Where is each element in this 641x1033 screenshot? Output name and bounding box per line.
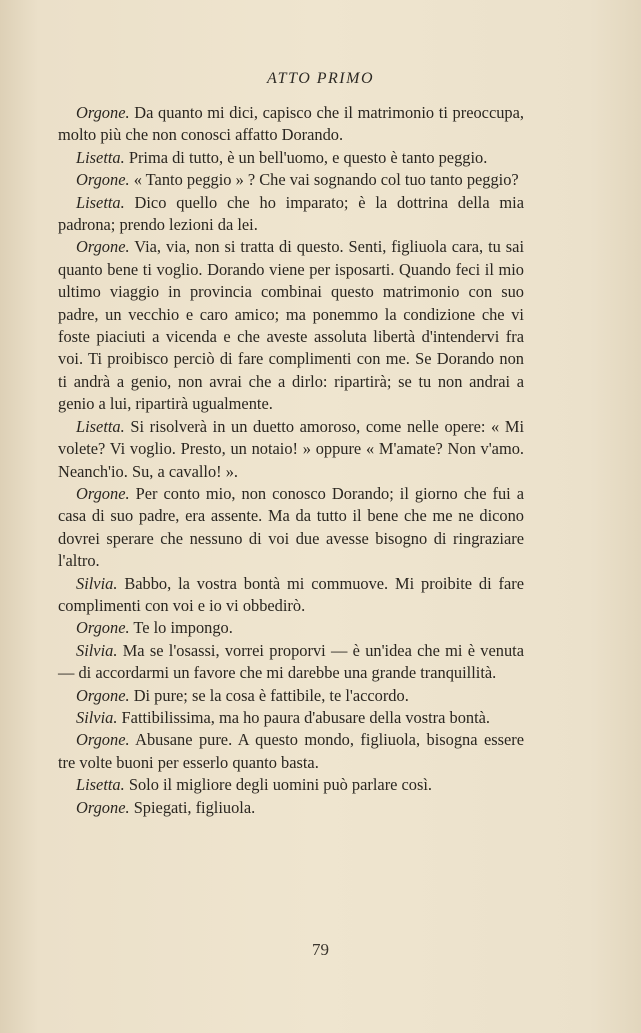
speaker-name: Orgone. (76, 103, 130, 122)
line-text: Si risolverà in un duetto amoroso, come nelle opere: « Mi volete? Vi voglio. Presto, un notaio! » oppure « M'amate? Non v'amo. Neanch'io. Su, a cavallo! ». (58, 416, 524, 481)
line-text: Dico quello che ho imparato; è la dottrina della mia padrona; prendo lezioni da lei. (58, 192, 524, 235)
line-text: Prima di tutto, è un bell'uomo, e questo è tanto peggio. (128, 147, 488, 167)
line-text: Via, via, non si tratta di questo. Senti, figliuola cara, tu sai quanto bene ti voglio. Dorando viene per isposarti. Quando feci il mio ultimo viaggio in provincia combinai questo matrimonio con suo padre, un vecchio e caro amico; ma ponemmo la condizione che vi foste piaciuti a vicenda e che aveste assoluta libertà d'intendervi fra voi. Ti proibisco perciò di fare complimenti con me. Se Dorando non ti andrà a genio, non avrai che a dirlo: ripartirà; se tu non andrai a genio a lui, ripartirà ugualmente. (58, 237, 524, 414)
page-number: 79 (312, 940, 329, 959)
line-text: Solo il migliore degli uomini può parlare così. (128, 775, 433, 795)
dialogue-paragraph (58, 774, 524, 796)
speaker-name: Orgone. (76, 483, 130, 503)
dialogue-paragraph (58, 483, 524, 573)
dialogue-paragraph (58, 797, 524, 819)
dialogue-paragraph (58, 617, 524, 639)
line-text: Per conto mio, non conosco Dorando; il giorno che fui a casa di suo padre, era assente. Ma da tutto il bene che me ne dicono dovrei sperare che nessuno di voi due avesse bisogno di ringraziare l'altro. (58, 483, 524, 571)
speaker-name: Orgone. (76, 797, 130, 817)
dialogue-paragraph (58, 169, 524, 191)
dialogue-paragraph (58, 102, 524, 147)
dialogue-paragraph (58, 416, 524, 483)
line-text: Fattibilissima, ma ho paura d'abusare della vostra bontà. (121, 707, 491, 727)
dialogue-paragraph (58, 147, 524, 169)
speaker-name: Silvia. (76, 573, 118, 593)
line-text: Ma se l'osassi, vorrei proporvi — è un'idea che mi è venuta — di accordarmi un favore che mi darebbe una grande tranquillità. (58, 640, 524, 683)
line-text: Di pure; se la cosa è fattibile, te l'accordo. (133, 685, 409, 705)
dialogue-paragraph (58, 685, 524, 707)
line-text: Te lo impongo. (133, 618, 233, 638)
dialogue-paragraph (58, 707, 524, 729)
line-text: Da quanto mi dici, capisco che il matrimonio ti preoccupa, molto più che non conosci affatto Dorando. (58, 103, 524, 145)
running-title: ATTO PRIMO (267, 70, 374, 87)
line-text: Spiegati, figliuola. (133, 797, 256, 817)
speaker-name: Orgone. (76, 170, 130, 190)
line-text: « Tanto peggio » ? Che vai sognando col tuo tanto peggio? (133, 170, 519, 190)
speaker-name: Lisetta. (76, 775, 125, 795)
dialogue-text (58, 102, 524, 819)
speaker-name: Orgone. (76, 730, 130, 750)
dialogue-paragraph (58, 573, 524, 618)
speaker-name: Lisetta. (76, 416, 125, 436)
line-text: Abusane pure. A questo mondo, figliuola, bisogna essere tre volte buoni per esserlo quanto basta. (58, 730, 524, 772)
speaker-name: Orgone. (76, 685, 130, 705)
speaker-name: Lisetta. (76, 192, 125, 212)
dialogue-paragraph (58, 192, 524, 237)
dialogue-paragraph (58, 640, 524, 685)
speaker-name: Orgone. (76, 237, 130, 257)
speaker-name: Silvia. (76, 707, 118, 727)
dialogue-paragraph (58, 729, 524, 774)
dialogue-paragraph (58, 236, 524, 415)
speaker-name: Silvia. (76, 640, 118, 660)
speaker-name: Orgone. (76, 618, 130, 638)
speaker-name: Lisetta. (76, 147, 125, 167)
line-text: Babbo, la vostra bontà mi commuove. Mi proibite di fare complimenti con voi e io vi obbedirò. (58, 573, 524, 615)
